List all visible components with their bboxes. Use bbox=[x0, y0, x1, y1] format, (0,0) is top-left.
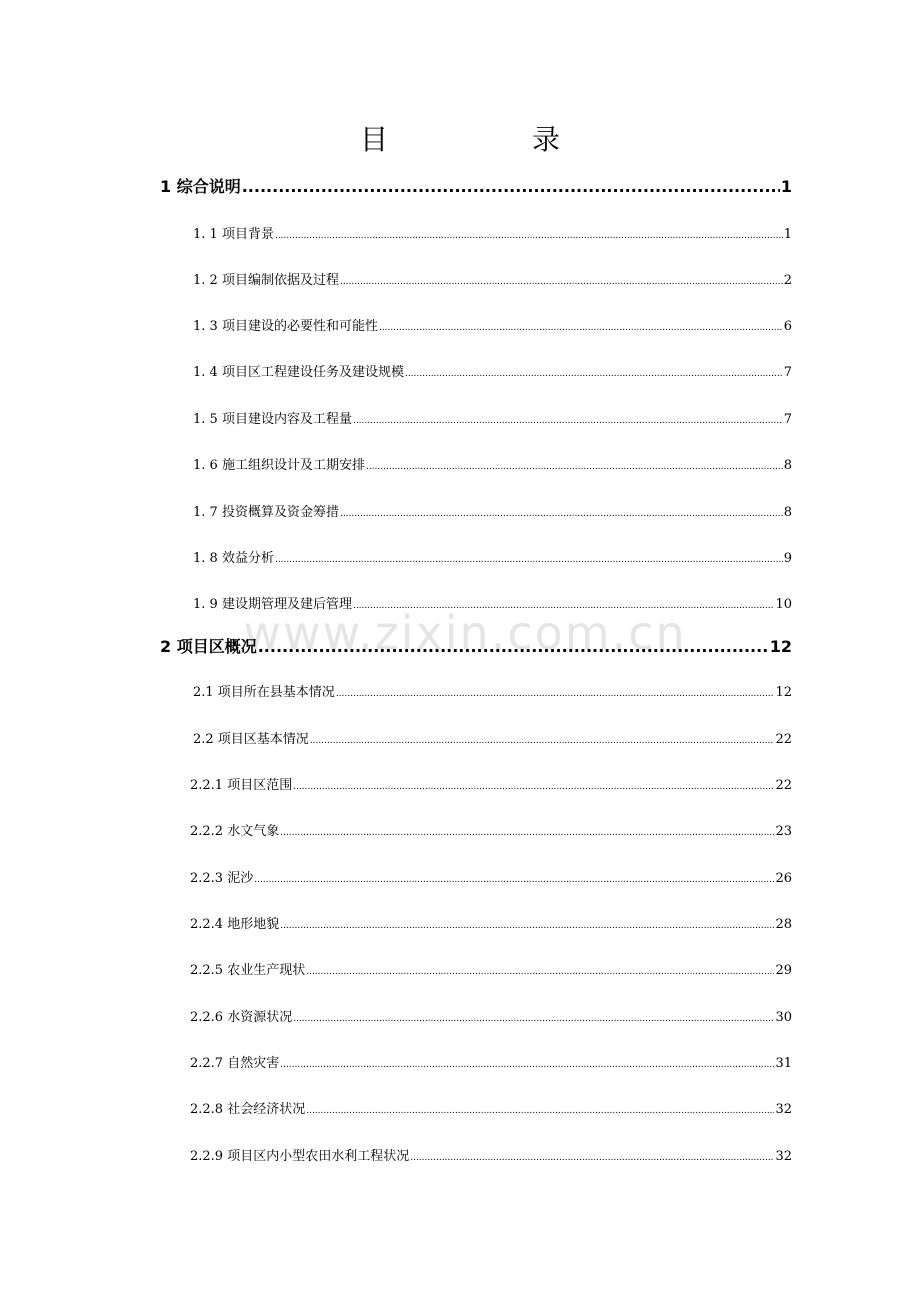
toc-entry-label: 2.2.5 农业生产现状 bbox=[190, 963, 306, 978]
toc-entry-label: 2.2.4 地形地貌 bbox=[190, 917, 280, 932]
toc-entry-page: 1 bbox=[780, 177, 792, 196]
toc-entry-1-4[interactable] bbox=[193, 361, 792, 380]
dot-leader bbox=[379, 323, 783, 333]
toc-entry-label: 2.1 项目所在县基本情况 bbox=[193, 685, 335, 700]
dot-leader bbox=[293, 782, 774, 792]
toc-entry-label: 2 项目区概况 bbox=[160, 637, 257, 656]
toc-entry-2-2-4[interactable] bbox=[190, 913, 792, 932]
toc-entry-2-2-8[interactable] bbox=[190, 1098, 792, 1117]
dot-leader bbox=[353, 416, 783, 426]
toc-entry-page: 7 bbox=[783, 412, 792, 427]
dot-leader bbox=[293, 1014, 774, 1024]
dot-leader bbox=[254, 875, 774, 885]
dot-leader bbox=[340, 277, 783, 287]
toc-entry-label: 1. 5 项目建设内容及工程量 bbox=[193, 412, 352, 427]
toc-entry-1-8[interactable] bbox=[193, 547, 792, 566]
toc-entry-page: 7 bbox=[783, 365, 792, 380]
toc-entry-label: 2.2.6 水资源状况 bbox=[190, 1010, 293, 1025]
toc-entry-1-7[interactable] bbox=[193, 501, 792, 520]
dot-leader bbox=[410, 1153, 774, 1163]
toc-entry-label: 2.2.7 自然灾害 bbox=[190, 1056, 280, 1071]
dot-leader bbox=[405, 369, 783, 379]
toc-entry-page: 26 bbox=[775, 871, 792, 886]
toc-entry-page: 8 bbox=[783, 505, 792, 520]
toc-entry-label: 1. 3 项目建设的必要性和可能性 bbox=[193, 319, 378, 334]
toc-entry-label: 1 综合说明 bbox=[160, 177, 241, 196]
toc-entry-label: 2.2.2 水文气象 bbox=[190, 824, 280, 839]
toc-entry-2-2-2[interactable] bbox=[190, 820, 792, 839]
dot-leader bbox=[340, 509, 783, 519]
toc-entry-1-6[interactable] bbox=[193, 454, 792, 473]
toc-entry-page: 28 bbox=[775, 917, 792, 932]
toc-entry-label: 1. 6 施工组织设计及工期安排 bbox=[193, 458, 365, 473]
dot-leader bbox=[275, 555, 783, 565]
toc-entry-page: 29 bbox=[775, 963, 792, 978]
toc-entry-2-2-1[interactable] bbox=[190, 774, 792, 793]
toc-entry-label: 2.2 项目区基本情况 bbox=[193, 732, 309, 747]
toc-entry-1-9[interactable] bbox=[193, 593, 792, 612]
toc-entry-label: 1. 9 建设期管理及建后管理 bbox=[193, 597, 352, 612]
toc-entry-page: 23 bbox=[775, 824, 792, 839]
toc-entry-1[interactable] bbox=[160, 174, 792, 197]
toc-entry-page: 2 bbox=[783, 273, 792, 288]
toc-entry-page: 32 bbox=[775, 1102, 792, 1117]
toc-entry-label: 1. 4 项目区工程建设任务及建设规模 bbox=[193, 365, 404, 380]
toc-entry-page: 8 bbox=[783, 458, 792, 473]
toc-entry-label: 1. 2 项目编制依据及过程 bbox=[193, 273, 339, 288]
toc-entry-page: 12 bbox=[769, 637, 792, 656]
page-title: 目 录 bbox=[359, 123, 618, 156]
toc-entry-2-2-3[interactable] bbox=[190, 867, 792, 886]
toc-entry-label: 1. 1 项目背景 bbox=[193, 227, 274, 242]
toc-entry-2-1[interactable] bbox=[193, 681, 792, 700]
toc-entry-page: 32 bbox=[775, 1149, 792, 1164]
toc-entry-2-2-5[interactable] bbox=[190, 959, 792, 978]
toc-entry-1-2[interactable] bbox=[193, 269, 792, 288]
toc-entry-page: 31 bbox=[775, 1056, 792, 1071]
toc-entry-label: 1. 8 效益分析 bbox=[193, 551, 274, 566]
dot-leader bbox=[366, 462, 783, 472]
toc-entry-page: 12 bbox=[775, 685, 792, 700]
watermark: www.zixin.com.cn bbox=[243, 606, 687, 660]
dot-leader bbox=[310, 736, 775, 746]
toc-entry-page: 22 bbox=[775, 732, 792, 747]
toc-entry-label: 1. 7 投资概算及资金筹措 bbox=[193, 505, 339, 520]
toc-entry-page: 22 bbox=[775, 778, 792, 793]
toc-entry-1-3[interactable] bbox=[193, 315, 792, 334]
dot-leader bbox=[306, 1106, 774, 1116]
toc-entry-label: 2.2.9 项目区内小型农田水利工程状况 bbox=[190, 1149, 410, 1164]
toc-entry-2-2-9[interactable] bbox=[190, 1145, 792, 1164]
toc-entry-page: 1 bbox=[783, 227, 792, 242]
toc-entry-page: 6 bbox=[783, 319, 792, 334]
dot-leader bbox=[280, 1060, 774, 1070]
toc-entry-page: 9 bbox=[783, 551, 792, 566]
toc-entry-1-1[interactable] bbox=[193, 223, 792, 242]
dot-leader bbox=[258, 637, 769, 656]
dot-leader bbox=[306, 967, 774, 977]
toc-entry-page: 10 bbox=[775, 597, 792, 612]
toc-entry-2[interactable] bbox=[160, 634, 792, 657]
dot-leader bbox=[280, 921, 774, 931]
toc-entry-2-2[interactable] bbox=[193, 728, 792, 747]
toc-entry-page: 30 bbox=[775, 1010, 792, 1025]
toc-entry-2-2-6[interactable] bbox=[190, 1006, 792, 1025]
toc-entry-label: 2.2.8 社会经济状况 bbox=[190, 1102, 306, 1117]
dot-leader bbox=[336, 689, 775, 699]
toc-entry-2-2-7[interactable] bbox=[190, 1052, 792, 1071]
toc-entry-label: 2.2.1 项目区范围 bbox=[190, 778, 293, 793]
dot-leader bbox=[280, 828, 774, 838]
dot-leader bbox=[242, 177, 780, 196]
dot-leader bbox=[275, 231, 783, 241]
toc-entry-label: 2.2.3 泥沙 bbox=[190, 871, 254, 886]
toc-entry-1-5[interactable] bbox=[193, 408, 792, 427]
dot-leader bbox=[353, 601, 775, 611]
